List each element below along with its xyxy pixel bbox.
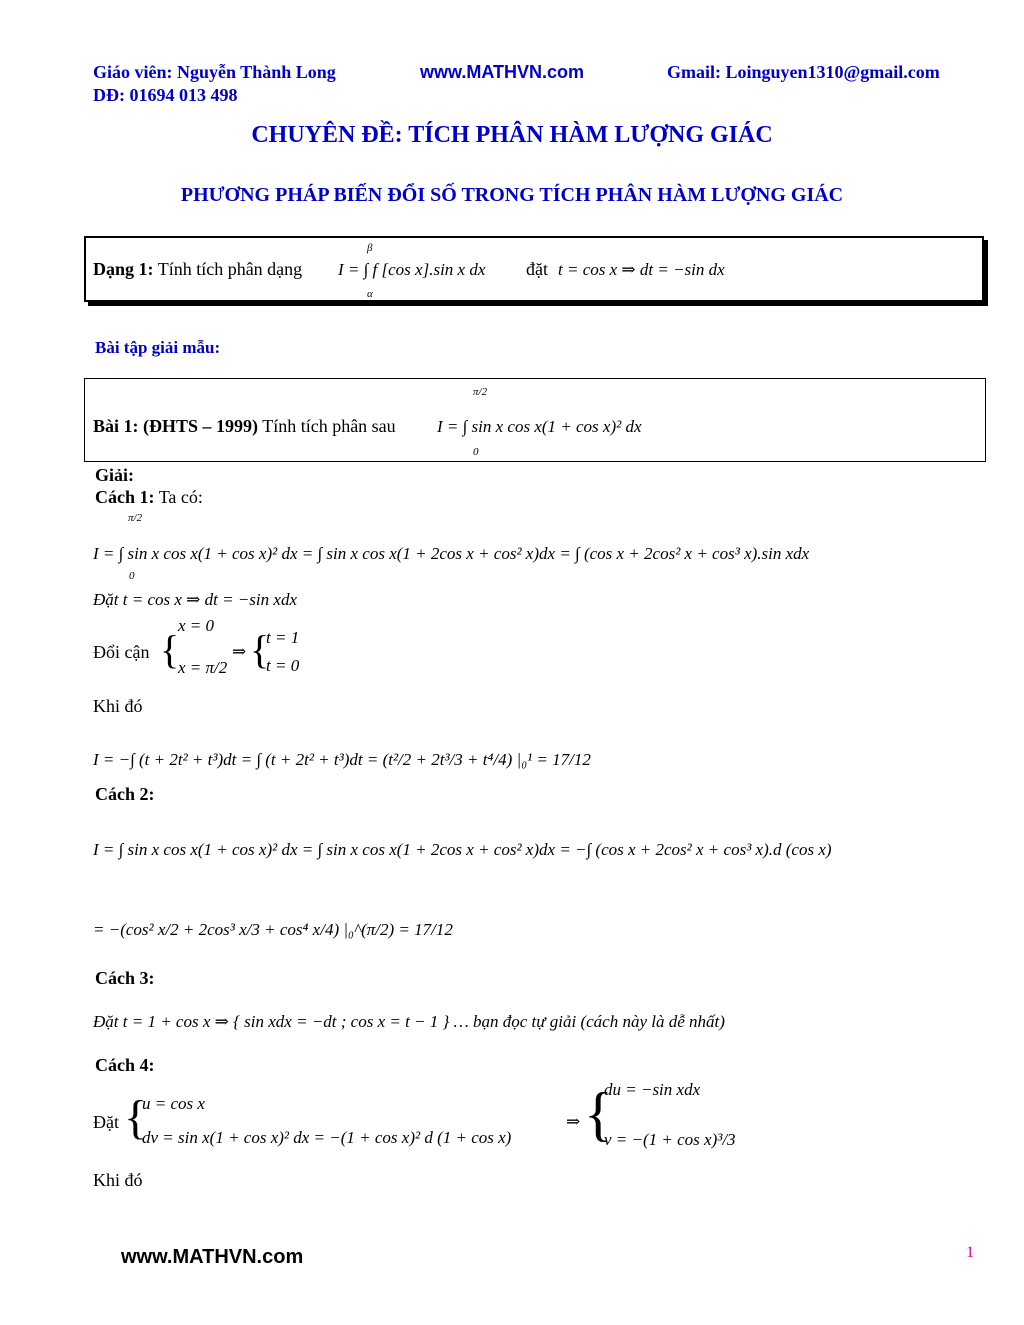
cach4-du: du = −sin xdx (604, 1080, 701, 1099)
bai1-upper: π/2 (473, 386, 488, 398)
page-number: 1 (966, 1244, 974, 1261)
cach3-label: Cách 3: (95, 968, 155, 988)
header-site[interactable]: www.MATHVN.com (420, 62, 585, 82)
solution-line3: I = ∫ sin x cos x(1 + cos x)² dx = ∫ sin x cos x(1 + 2cos x + cos² x)dx = −∫ (cos x + 2cos² x + cos³ x).d (cos x) (93, 840, 832, 859)
teacher-name: Giáo viên: Nguyễn Thành Long (93, 62, 336, 82)
cach2-label: Cách 2: (95, 784, 155, 804)
implies-arrow: ⇒ (232, 642, 247, 661)
bai1-lower: 0 (473, 446, 479, 458)
cach1-taco: Ta có: (158, 487, 203, 507)
dang1-upper: β (367, 242, 373, 254)
brace-left-t: { (250, 627, 270, 672)
doi-can-x2: x = π/2 (178, 658, 228, 677)
dang1-lower: α (367, 288, 373, 300)
doi-can-x1: x = 0 (178, 616, 215, 635)
dang1-sub: t = cos x ⇒ dt = −sin dx (558, 260, 725, 279)
giai-label: Giải: (95, 465, 134, 485)
doi-can-t1: t = 1 (266, 628, 300, 647)
brace-left-x: { (160, 627, 180, 672)
dat-line: Đặt t = cos x ⇒ dt = −sin xdx (93, 590, 297, 609)
cach1-line (95, 487, 203, 508)
header-gmail: Gmail: Loinguyen1310@gmail.com (667, 62, 940, 82)
cach4-dv: dv = sin x(1 + cos x)² dx = −(1 + cos x)² d (1 + cos x) (142, 1128, 512, 1147)
bai1-line (93, 416, 396, 437)
line1-lower-a: 0 (129, 570, 135, 582)
solution-line2: I = −∫ (t + 2t² + t³)dt = ∫ (t + 2t² + t³)dt = (t²/2 + 2t³/3 + t⁴/4) |₀¹ = 17/12 (93, 750, 591, 769)
brace-cach4-right: { (584, 1081, 613, 1147)
footer-site[interactable]: www.MATHVN.com (121, 1246, 304, 1268)
cach4-v: v = −(1 + cos x)³/3 (604, 1130, 736, 1149)
line1-upper-a: π/2 (128, 512, 143, 524)
dang1-formula: I = ∫ f [cos x].sin x dx (338, 260, 486, 279)
page-title: CHUYÊN ĐỀ: TÍCH PHÂN HÀM LƯỢNG GIÁC (251, 122, 773, 148)
cach4-u: u = cos x (142, 1094, 205, 1113)
dang1-text: Tính tích phân dạng (157, 259, 303, 279)
bai1-text: Tính tích phân sau (262, 416, 396, 436)
brace-cach4-left: { (124, 1091, 148, 1144)
khi-do-label: Khi đó (93, 696, 143, 716)
dang1-label: Dạng 1: (93, 259, 154, 279)
header-phone: DĐ: 01694 013 498 (93, 85, 238, 105)
solution-line4: = −(cos² x/2 + 2cos³ x/3 + cos⁴ x/4) |₀^(π/2) = 17/12 (93, 920, 453, 939)
solution-line1: I = ∫ sin x cos x(1 + cos x)² dx = ∫ sin x cos x(1 + 2cos x + cos² x)dx = ∫ (cos x + 2cos² x + cos³ x).sin xdx (93, 544, 810, 563)
page-subtitle: PHƯƠNG PHÁP BIẾN ĐỔI SỐ TRONG TÍCH PHÂN HÀM LƯỢNG GIÁC (180, 184, 844, 206)
bai1-formula: I = ∫ sin x cos x(1 + cos x)² dx (437, 417, 642, 436)
dang1-line (93, 259, 302, 280)
cach3-text: Đặt t = 1 + cos x ⇒ { sin xdx = −dt ; cos x = t − 1 } … bạn đọc tự giải (cách này là dễ nhất) (93, 1012, 725, 1031)
cach4-label: Cách 4: (95, 1055, 155, 1075)
cach4-dat: Đặt (93, 1112, 119, 1132)
doi-can-t2: t = 0 (266, 656, 300, 675)
bai1-label: Bài 1: (ĐHTS – 1999) (93, 416, 259, 436)
cach4-arrow: ⇒ (566, 1112, 581, 1131)
doi-can-label: Đổi cận (93, 642, 150, 662)
khi-do-2: Khi đó (93, 1170, 143, 1190)
section-label: Bài tập giải mẫu: (95, 338, 221, 357)
dang1-dat: đặt (526, 259, 548, 279)
cach1-label: Cách 1: (95, 487, 155, 507)
